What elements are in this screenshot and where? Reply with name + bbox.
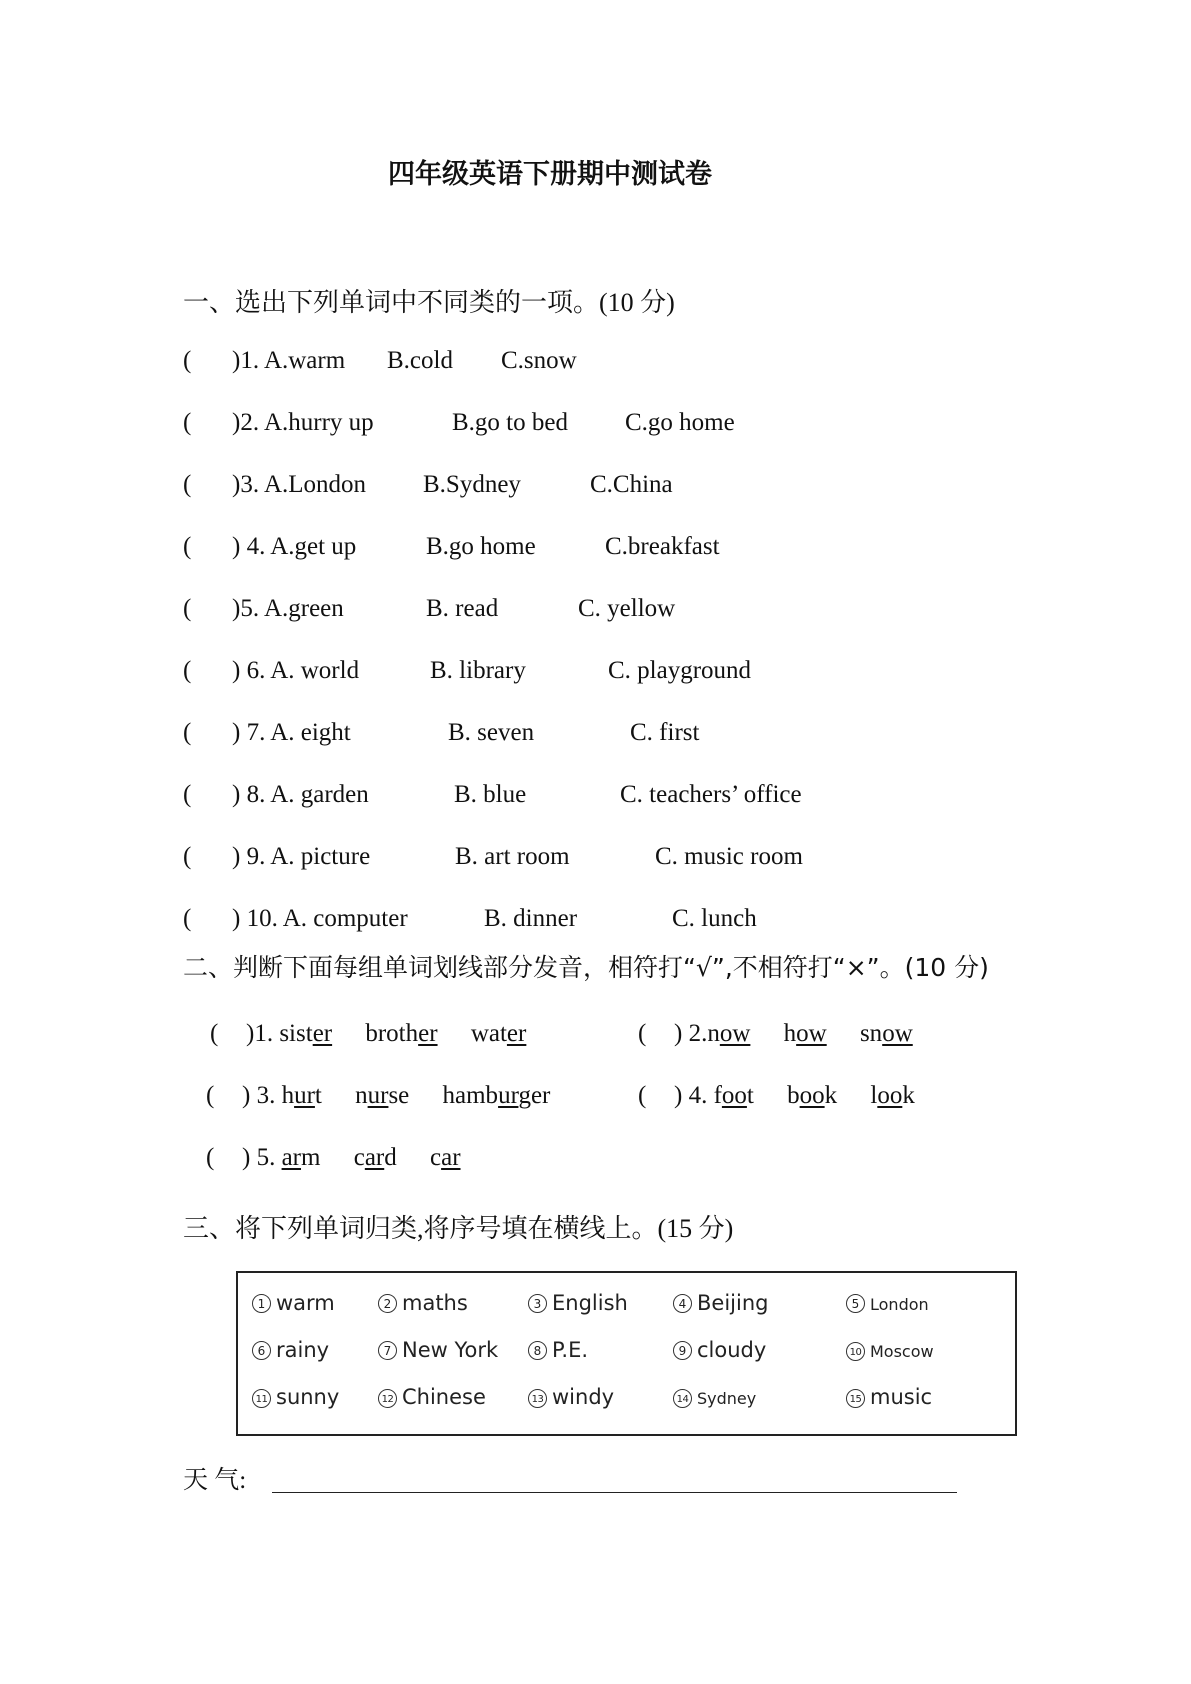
option-a: ) 4. A.get up: [232, 533, 357, 560]
question-row: [183, 531, 356, 563]
word-bank-item: [528, 1291, 628, 1315]
option-c: C. music room: [655, 843, 803, 870]
number-circle-icon: 3: [528, 1294, 547, 1313]
answer-blank[interactable]: (: [183, 657, 192, 684]
question-row: [183, 469, 366, 501]
word-bank-word: maths: [402, 1291, 468, 1315]
word-bank-word: Chinese: [402, 1385, 486, 1409]
question-row: [183, 407, 374, 439]
word-bank-item: [846, 1385, 932, 1409]
number-circle-icon: 13: [528, 1389, 547, 1408]
answer-blank[interactable]: (: [210, 1020, 219, 1047]
word-bank-word: English: [552, 1291, 628, 1315]
word-bank-word: Beijing: [697, 1291, 769, 1315]
word-bank-word: warm: [276, 1291, 335, 1315]
question-row: [183, 345, 345, 377]
word-bank-item: [846, 1291, 929, 1315]
option-a: ) 10. A. computer: [232, 905, 408, 932]
option-b: B.go home: [426, 533, 536, 560]
answer-blank[interactable]: (: [183, 533, 192, 560]
word-bank-word: windy: [552, 1385, 615, 1409]
answer-blank[interactable]: (: [638, 1082, 647, 1109]
word-bank-item: [378, 1385, 486, 1409]
phonics-question-3: ( ) 3. hurt nurse hamburger: [206, 1080, 550, 1112]
question-row: [183, 779, 369, 811]
word-bank-item: [252, 1338, 329, 1362]
word-bank-word: Sydney: [697, 1389, 757, 1408]
answer-blank[interactable]: (: [183, 595, 192, 622]
number-circle-icon: 6: [252, 1341, 271, 1360]
number-circle-icon: 7: [378, 1341, 397, 1360]
word-bank-word: Moscow: [870, 1342, 934, 1361]
word-bank-word: sunny: [276, 1385, 340, 1409]
option-a: ) 9. A. picture: [232, 843, 371, 870]
answer-blank[interactable]: (: [183, 843, 192, 870]
answer-blank[interactable]: (: [638, 1020, 647, 1047]
answer-blank[interactable]: (: [206, 1082, 215, 1109]
word-bank-word: P.E.: [552, 1338, 589, 1362]
option-c: C. playground: [608, 657, 752, 684]
option-c: C.breakfast: [605, 533, 720, 560]
weather-answer-line[interactable]: [272, 1492, 957, 1493]
number-circle-icon: 14: [673, 1389, 692, 1408]
option-c: C. lunch: [672, 905, 757, 932]
answer-blank[interactable]: (: [183, 781, 192, 808]
weather-label: 天 气:: [183, 1467, 247, 1494]
answer-blank[interactable]: (: [183, 905, 192, 932]
answer-blank[interactable]: (: [183, 347, 192, 374]
option-b: B.go to bed: [452, 409, 568, 436]
answer-blank[interactable]: (: [183, 409, 192, 436]
number-circle-icon: 15: [846, 1389, 865, 1408]
number-circle-icon: 9: [673, 1341, 692, 1360]
option-b: B. library: [430, 657, 526, 684]
section1-heading: 一、选出下列单词中不同类的一项。(10 分): [183, 288, 675, 317]
word-bank-item: [378, 1291, 468, 1315]
word-bank-item: [252, 1291, 335, 1315]
option-c: C. teachers’ office: [620, 781, 802, 808]
option-a: ) 7. A. eight: [232, 719, 351, 746]
option-a: ) 8. A. garden: [232, 781, 369, 808]
answer-blank[interactable]: (: [183, 719, 192, 746]
question-row: [183, 717, 351, 749]
number-circle-icon: 8: [528, 1341, 547, 1360]
word-bank-item: [528, 1385, 614, 1409]
option-b: B.Sydney: [423, 471, 521, 498]
option-a: )1. A.warm: [232, 347, 346, 374]
option-a: )5. A.green: [232, 595, 344, 622]
page-title: 四年级英语下册期中测试卷: [388, 159, 712, 190]
word-bank-word: London: [870, 1295, 929, 1314]
word-bank-item: [378, 1338, 498, 1362]
question-row: [183, 841, 370, 873]
option-b: B. art room: [455, 843, 570, 870]
phonics-question-5: ( ) 5. arm card car: [206, 1142, 461, 1174]
option-b: B.cold: [387, 347, 453, 374]
number-circle-icon: 2: [378, 1294, 397, 1313]
option-c: C. yellow: [578, 595, 676, 622]
number-circle-icon: 12: [378, 1389, 397, 1408]
question-row: [183, 593, 344, 625]
option-b: B. dinner: [484, 905, 578, 932]
option-c: C.snow: [501, 347, 577, 374]
option-b: B. seven: [448, 719, 535, 746]
number-circle-icon: 10: [846, 1342, 865, 1361]
option-b: B. read: [426, 595, 499, 622]
word-bank-item: [673, 1291, 768, 1315]
number-circle-icon: 1: [252, 1294, 271, 1313]
option-b: B. blue: [454, 781, 527, 808]
question-row: [183, 903, 408, 935]
word-bank-box: [236, 1271, 1017, 1436]
phonics-question-1: ( )1. sister brother water: [210, 1018, 526, 1050]
word-bank-word: New York: [402, 1338, 499, 1362]
option-a: ) 6. A. world: [232, 657, 360, 684]
word-bank-word: music: [870, 1385, 933, 1409]
option-c: C.go home: [625, 409, 735, 436]
number-circle-icon: 4: [673, 1294, 692, 1313]
answer-blank[interactable]: (: [206, 1144, 215, 1171]
word-bank-item: [673, 1338, 766, 1362]
question-row: [183, 655, 359, 687]
section2-heading: 二、判断下面每组单词划线部分发音，相符打“√”,不相符打“×”。(10 分): [183, 953, 989, 982]
word-bank-word: rainy: [276, 1338, 330, 1362]
option-c: C. first: [630, 719, 700, 746]
word-bank-word: cloudy: [697, 1338, 767, 1362]
word-bank-item: [846, 1338, 934, 1362]
section3-heading: 三、将下列单词归类,将序号填在横线上。(15 分): [183, 1214, 734, 1243]
option-a: )2. A.hurry up: [232, 409, 374, 436]
option-a: )3. A.London: [232, 471, 367, 498]
option-c: C.China: [590, 471, 673, 498]
word-bank-item: [528, 1338, 588, 1362]
phonics-question-2: ( ) 2.now how snow: [638, 1018, 913, 1050]
phonics-question-4: ( ) 4. foot book look: [638, 1080, 915, 1112]
number-circle-icon: 11: [252, 1389, 271, 1408]
number-circle-icon: 5: [846, 1294, 865, 1313]
answer-blank[interactable]: (: [183, 471, 192, 498]
word-bank-item: [252, 1385, 339, 1409]
word-bank-item: [673, 1385, 756, 1409]
